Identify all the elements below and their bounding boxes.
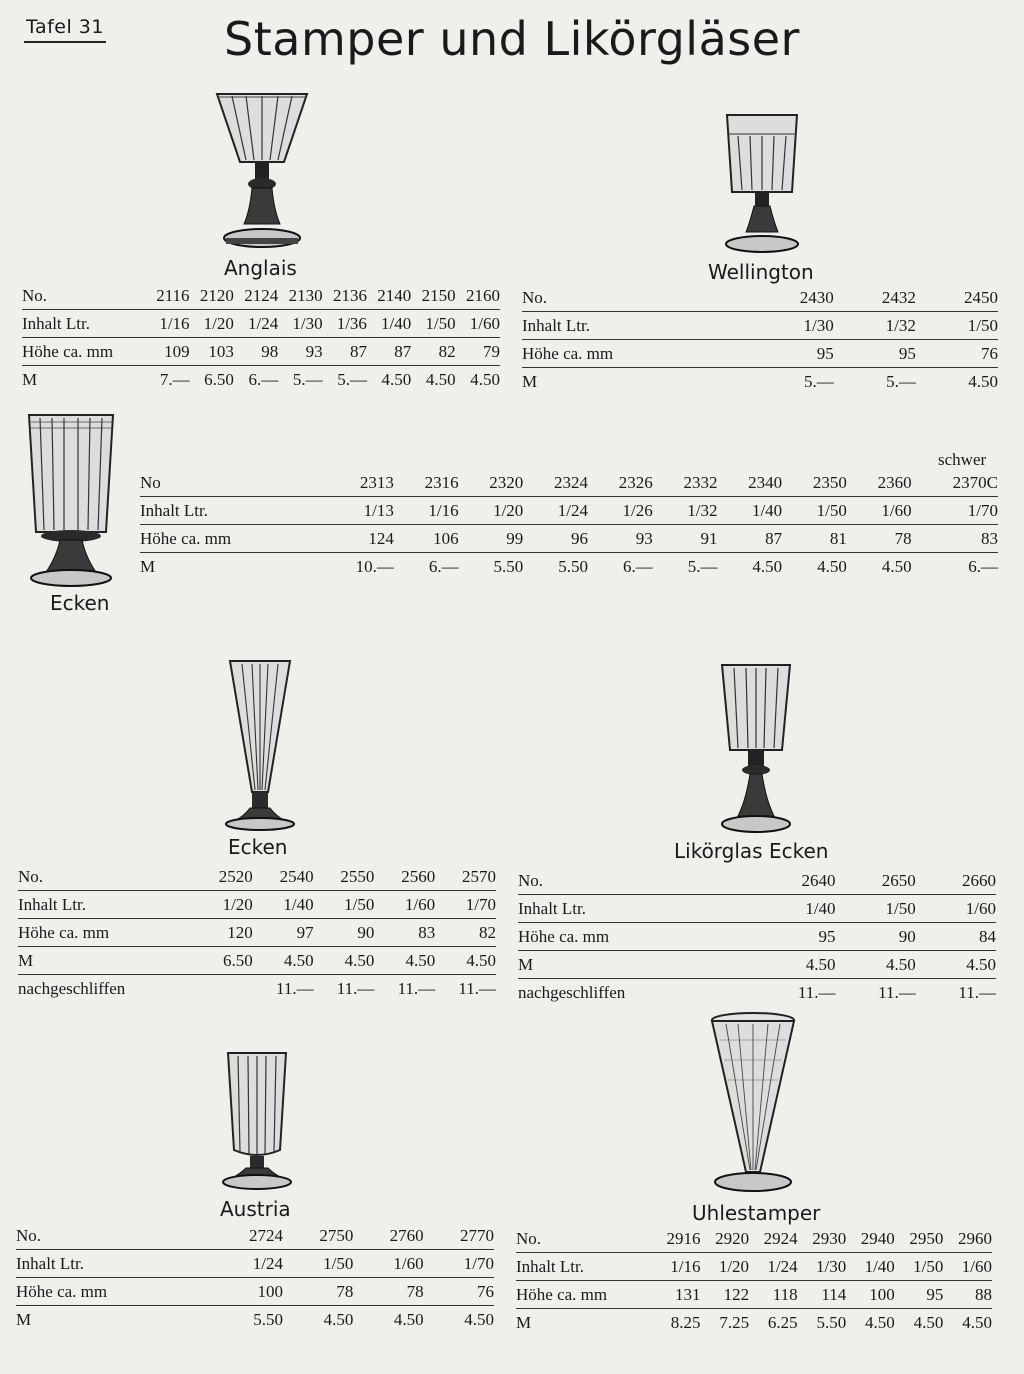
cell-value: 131 <box>652 1281 701 1309</box>
cell-value: 88 <box>943 1281 992 1309</box>
cell-value: 5.— <box>687 556 718 576</box>
cell-value: 109 <box>146 338 190 366</box>
row-label: Höhe ca. mm <box>18 919 198 947</box>
cell-value: 4.50 <box>836 951 916 979</box>
ecken2-glass-illustration <box>222 658 298 832</box>
spec-row <box>16 1278 494 1306</box>
cell-value: 5.50 <box>493 556 524 576</box>
cell-value: 2150 <box>411 282 455 310</box>
row-label: No. <box>516 1225 652 1253</box>
spec-row <box>516 1281 992 1309</box>
cell-value: 7.25 <box>719 1312 750 1332</box>
wellington-glass-illustration <box>722 112 802 256</box>
row-label: M <box>140 556 156 576</box>
cell-value: 1/24 <box>749 1253 798 1281</box>
cell-value: 6.— <box>968 556 998 576</box>
row-label: M <box>22 369 38 389</box>
anglais-caption: Anglais <box>224 256 297 280</box>
cell-value: 8.25 <box>670 1312 701 1332</box>
cell-value <box>198 975 253 1003</box>
cell-value: 91 <box>653 525 718 553</box>
cell-value: 1/70 <box>435 891 496 919</box>
likoerglas-glass-illustration <box>718 662 794 836</box>
cell-value: 82 <box>411 338 455 366</box>
austria-glass-illustration <box>220 1050 294 1192</box>
cell-value: 1/32 <box>653 497 718 525</box>
row-label: M <box>16 1309 32 1329</box>
cell-value: 2750 <box>283 1222 353 1250</box>
cell-value: 2332 <box>653 469 718 497</box>
spec-row <box>522 340 998 368</box>
cell-value: 2640 <box>755 867 835 895</box>
spec-row <box>18 891 496 919</box>
row-label: M <box>18 947 198 975</box>
ecken-caption: Ecken <box>50 591 110 615</box>
cell-value: 2140 <box>367 282 411 310</box>
cell-value: 1/40 <box>717 497 782 525</box>
cell-value: 93 <box>588 525 653 553</box>
cell-value: 2432 <box>834 284 916 312</box>
cell-value: 2940 <box>846 1225 895 1253</box>
cell-value: 87 <box>367 338 411 366</box>
row-label: Inhalt Ltr. <box>518 895 755 923</box>
cell-value: 1/16 <box>652 1253 701 1281</box>
cell-value: 83 <box>912 525 998 553</box>
row-label: Inhalt Ltr. <box>18 891 198 919</box>
row-label: Inhalt Ltr. <box>16 1250 213 1278</box>
spec-row <box>518 895 996 923</box>
cell-value: 93 <box>278 338 322 366</box>
cell-value: 4.50 <box>817 556 847 576</box>
spec-row <box>140 553 998 581</box>
cell-value: 1/60 <box>353 1250 423 1278</box>
spec-row <box>16 1306 494 1334</box>
row-label: Höhe ca. mm <box>516 1281 652 1309</box>
page-title: Stamper und Likörgläser <box>224 12 800 66</box>
cell-value: 118 <box>749 1281 798 1309</box>
cell-value: 6.— <box>428 556 459 576</box>
cell-value: 5.— <box>337 369 367 389</box>
cell-value: 2660 <box>916 867 996 895</box>
cell-value: 90 <box>314 919 375 947</box>
row-label: No. <box>22 282 146 310</box>
cell-value: 11.— <box>878 982 916 1002</box>
cell-value: 5.50 <box>558 556 589 576</box>
ecken-glass-illustration <box>26 412 116 588</box>
spec-row <box>516 1225 992 1253</box>
cell-value: 1/36 <box>323 310 367 338</box>
cell-value: 2116 <box>146 282 190 310</box>
spec-row <box>518 979 996 1007</box>
cell-value: 98 <box>234 338 278 366</box>
cell-value: 87 <box>323 338 367 366</box>
cell-value: 1/13 <box>321 497 394 525</box>
ecken2-caption: Ecken <box>228 835 288 859</box>
cell-value: 97 <box>253 919 314 947</box>
row-label: Inhalt Ltr. <box>22 310 146 338</box>
cell-value: 122 <box>700 1281 749 1309</box>
cell-value: 1/50 <box>283 1250 353 1278</box>
cell-value: 4.50 <box>253 947 314 975</box>
row-label: nachgeschliffen <box>18 978 126 998</box>
uhlestamper-table <box>516 1225 992 1336</box>
cell-value: 103 <box>190 338 234 366</box>
cell-value: 2960 <box>943 1225 992 1253</box>
cell-value: 1/40 <box>253 891 314 919</box>
cell-value: 1/20 <box>198 891 253 919</box>
cell-value: 1/50 <box>836 895 916 923</box>
cell-value: 4.50 <box>323 1309 354 1329</box>
cell-value: 4.50 <box>916 951 996 979</box>
row-label: Inhalt Ltr. <box>516 1253 652 1281</box>
cell-value: 4.50 <box>435 947 496 975</box>
spec-row <box>22 310 500 338</box>
cell-value: 11.— <box>275 978 314 998</box>
spec-row <box>518 867 996 895</box>
cell-value: 2916 <box>652 1225 701 1253</box>
cell-value: 1/16 <box>146 310 190 338</box>
cell-value: 1/60 <box>847 497 912 525</box>
cell-value: 5.— <box>804 371 834 391</box>
cell-value: 2450 <box>916 284 998 312</box>
row-label: No. <box>16 1222 213 1250</box>
row-label: Höhe ca. mm <box>16 1278 213 1306</box>
cell-value: 4.50 <box>425 369 456 389</box>
row-label: No. <box>18 863 198 891</box>
spec-row <box>516 1253 992 1281</box>
cell-value: 1/60 <box>943 1253 992 1281</box>
row-label: M <box>516 1312 532 1332</box>
cell-value: 4.50 <box>752 556 783 576</box>
cell-value: 78 <box>847 525 912 553</box>
cell-value: 114 <box>798 1281 847 1309</box>
cell-value: 2124 <box>234 282 278 310</box>
cell-value: 1/50 <box>916 312 998 340</box>
cell-value: 2550 <box>314 863 375 891</box>
cell-value: 11.— <box>797 982 836 1002</box>
row-label: M <box>518 951 755 979</box>
cell-value: 2930 <box>798 1225 847 1253</box>
cell-value: 2320 <box>459 469 524 497</box>
cell-value: 2950 <box>895 1225 944 1253</box>
cell-value: 4.50 <box>968 371 998 391</box>
cell-value: 4.50 <box>470 369 500 389</box>
cell-value: 1/50 <box>895 1253 944 1281</box>
spec-row <box>522 368 998 396</box>
cell-value: 2770 <box>424 1222 494 1250</box>
cell-value: 1/60 <box>456 310 500 338</box>
cell-value: 11.— <box>336 978 375 998</box>
spec-row <box>22 282 500 310</box>
row-label: Höhe ca. mm <box>518 923 755 951</box>
row-label: Inhalt Ltr. <box>140 497 321 525</box>
cell-value: 4.50 <box>865 1312 895 1332</box>
cell-value: 2350 <box>782 469 847 497</box>
likoerglas-caption: Likörglas Ecken <box>674 839 829 863</box>
cell-value: 120 <box>198 919 253 947</box>
cell-value: 1/24 <box>523 497 588 525</box>
cell-value: 1/60 <box>916 895 996 923</box>
row-label: M <box>522 371 538 391</box>
cell-value: 1/24 <box>213 1250 283 1278</box>
cell-value: 87 <box>717 525 782 553</box>
cell-value: 2313 <box>321 469 394 497</box>
cell-value: 95 <box>834 340 916 368</box>
ecken2-table <box>18 863 496 1002</box>
cell-value: 2520 <box>198 863 253 891</box>
cell-value: 81 <box>782 525 847 553</box>
cell-value: 2560 <box>374 863 435 891</box>
cell-value: 2760 <box>353 1222 423 1250</box>
cell-value: 6.— <box>248 369 279 389</box>
cell-value: 2120 <box>190 282 234 310</box>
cell-value: 95 <box>895 1281 944 1309</box>
cell-value: 1/26 <box>588 497 653 525</box>
cell-value: 5.50 <box>816 1312 847 1332</box>
cell-value: 11.— <box>458 978 496 998</box>
cell-value: 11.— <box>958 982 996 1002</box>
cell-value: 5.— <box>886 371 916 391</box>
row-label: No. <box>518 867 755 895</box>
spec-row <box>22 366 500 394</box>
cell-value: 2570 <box>435 863 496 891</box>
cell-value: 100 <box>213 1278 283 1306</box>
cell-value: 2650 <box>836 867 916 895</box>
cell-value: 1/20 <box>190 310 234 338</box>
cell-value: 5.50 <box>253 1309 284 1329</box>
cell-value: 1/20 <box>459 497 524 525</box>
cell-value: 96 <box>523 525 588 553</box>
cell-value: 1/32 <box>834 312 916 340</box>
cell-value: 82 <box>435 919 496 947</box>
cell-value: 84 <box>916 923 996 951</box>
cell-value: 2340 <box>717 469 782 497</box>
spec-row <box>18 975 496 1003</box>
cell-value: 99 <box>459 525 524 553</box>
cell-value: 95 <box>752 340 834 368</box>
spec-row <box>18 863 496 891</box>
cell-value: 1/30 <box>798 1253 847 1281</box>
cell-value: 1/50 <box>782 497 847 525</box>
cell-value: 1/60 <box>374 891 435 919</box>
spec-row <box>522 312 998 340</box>
cell-value: 1/30 <box>278 310 322 338</box>
cell-value: 11.— <box>397 978 436 998</box>
wellington-caption: Wellington <box>708 260 814 284</box>
cell-value: 4.50 <box>381 369 412 389</box>
row-label: Inhalt Ltr. <box>522 312 752 340</box>
row-label: Höhe ca. mm <box>22 338 146 366</box>
cell-value: 6.— <box>622 556 653 576</box>
spec-row <box>140 525 998 553</box>
plate-number: Tafel 31 <box>24 16 106 43</box>
spec-row <box>516 1309 992 1337</box>
spec-row <box>518 951 996 979</box>
cell-value: 76 <box>916 340 998 368</box>
cell-value: 1/70 <box>912 497 998 525</box>
cell-value: 4.50 <box>314 947 375 975</box>
wellington-table <box>522 284 998 395</box>
cell-value: 4.50 <box>881 556 912 576</box>
heavy-note: schwer <box>938 450 987 469</box>
ecken-table <box>140 469 998 580</box>
cell-value: 6.50 <box>204 369 234 389</box>
cell-value: 2370C <box>912 469 998 497</box>
cell-value: 2136 <box>323 282 367 310</box>
cell-value: 10.— <box>355 556 394 576</box>
cell-value: 2924 <box>749 1225 798 1253</box>
row-label: Höhe ca. mm <box>140 525 321 553</box>
uhlestamper-caption: Uhlestamper <box>692 1201 821 1225</box>
spec-row <box>16 1222 494 1250</box>
cell-value: 6.50 <box>198 947 253 975</box>
spec-row <box>518 923 996 951</box>
cell-value: 78 <box>283 1278 353 1306</box>
cell-value: 2430 <box>752 284 834 312</box>
row-label: No. <box>522 284 752 312</box>
cell-value: 1/30 <box>752 312 834 340</box>
cell-value: 4.50 <box>393 1309 424 1329</box>
anglais-table <box>22 282 500 393</box>
cell-value: 1/50 <box>314 891 375 919</box>
cell-value: 4.50 <box>913 1312 944 1332</box>
cell-value: 2160 <box>456 282 500 310</box>
row-label: Höhe ca. mm <box>522 340 752 368</box>
cell-value: 4.50 <box>755 951 835 979</box>
cell-value: 1/20 <box>700 1253 749 1281</box>
cell-value: 2326 <box>588 469 653 497</box>
cell-value: 2130 <box>278 282 322 310</box>
spec-row <box>22 338 500 366</box>
cell-value: 76 <box>424 1278 494 1306</box>
cell-value: 1/40 <box>846 1253 895 1281</box>
cell-value: 83 <box>374 919 435 947</box>
cell-value: 7.— <box>159 369 190 389</box>
cell-value: 6.25 <box>767 1312 798 1332</box>
cell-value: 2724 <box>213 1222 283 1250</box>
cell-value: 1/24 <box>234 310 278 338</box>
cell-value: 2360 <box>847 469 912 497</box>
cell-value: 1/40 <box>755 895 835 923</box>
spec-row <box>522 284 998 312</box>
cell-value: 2324 <box>523 469 588 497</box>
cell-value: 1/70 <box>424 1250 494 1278</box>
spec-row <box>140 497 998 525</box>
cell-value: 1/16 <box>394 497 459 525</box>
row-label: nachgeschliffen <box>518 982 626 1002</box>
anglais-glass-illustration <box>214 92 310 254</box>
cell-value: 5.— <box>292 369 323 389</box>
spec-row <box>140 469 998 497</box>
uhlestamper-glass-illustration <box>708 1012 798 1194</box>
spec-row <box>16 1250 494 1278</box>
cell-value: 2540 <box>253 863 314 891</box>
cell-value: 4.50 <box>374 947 435 975</box>
cell-value: 4.50 <box>464 1309 494 1329</box>
cell-value: 106 <box>394 525 459 553</box>
cell-value: 1/40 <box>367 310 411 338</box>
spec-row <box>18 919 496 947</box>
cell-value: 95 <box>755 923 835 951</box>
likoerglas-table <box>518 867 996 1006</box>
cell-value: 2920 <box>700 1225 749 1253</box>
cell-value: 4.50 <box>962 1312 992 1332</box>
spec-row <box>18 947 496 975</box>
cell-value: 1/50 <box>411 310 455 338</box>
cell-value: 78 <box>353 1278 423 1306</box>
cell-value: 100 <box>846 1281 895 1309</box>
cell-value: 124 <box>321 525 394 553</box>
cell-value: 79 <box>456 338 500 366</box>
cell-value: 90 <box>836 923 916 951</box>
cell-value: 2316 <box>394 469 459 497</box>
austria-table <box>16 1222 494 1333</box>
austria-caption: Austria <box>220 1197 291 1221</box>
row-label: No <box>140 469 321 497</box>
